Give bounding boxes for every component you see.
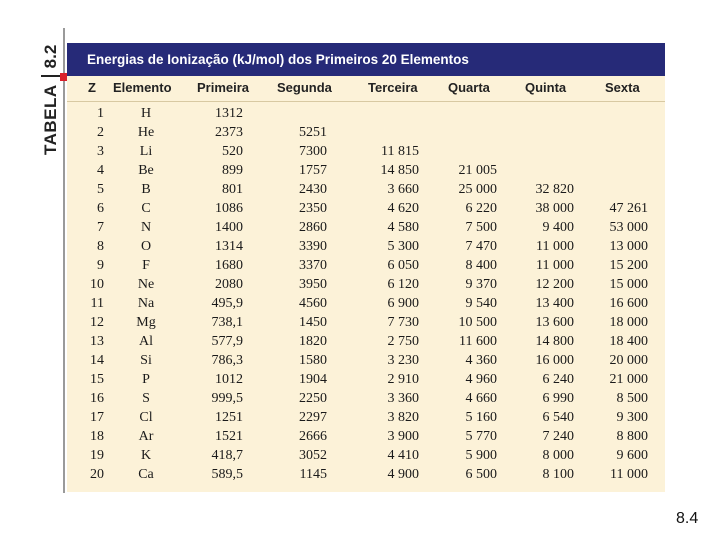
- element-symbol: B: [141, 182, 151, 197]
- header-element: Elemento: [113, 80, 172, 95]
- page-number: 8.4: [676, 510, 699, 527]
- ionization-third: 2 910: [387, 372, 419, 387]
- ionization-sixth: 13 000: [609, 239, 648, 254]
- ionization-sixth: 20 000: [609, 353, 648, 368]
- ionization-fourth: 6 220: [465, 201, 497, 216]
- table-side-label: [40, 40, 62, 155]
- table-row: [67, 142, 665, 161]
- table-title-bar: [67, 43, 665, 76]
- ionization-sixth: 9 300: [616, 410, 648, 425]
- ionization-first: 2373: [215, 125, 243, 140]
- table-row: [67, 389, 665, 408]
- ionization-sixth: 8 800: [616, 429, 648, 444]
- ionization-fourth: 8 400: [465, 258, 497, 273]
- ionization-fifth: 6 990: [542, 391, 574, 406]
- ionization-first: 1521: [215, 429, 243, 444]
- ionization-sixth: 53 000: [609, 220, 648, 235]
- ionization-fifth: [507, 161, 574, 180]
- element-z: 9: [97, 258, 104, 273]
- table-row: [67, 199, 665, 218]
- ionization-fifth: 11 000: [536, 239, 574, 254]
- ionization-second: 2350: [299, 201, 327, 216]
- element-z: 11: [90, 296, 104, 311]
- side-label-divider: [41, 75, 61, 77]
- ionization-second: 1820: [299, 334, 327, 349]
- element-symbol: F: [142, 258, 150, 273]
- ionization-fourth: 6 500: [465, 467, 497, 482]
- ionization-fourth: 9 540: [465, 296, 497, 311]
- table-row: [67, 237, 665, 256]
- ionization-fifth: 11 000: [536, 258, 574, 273]
- ionization-second: 1580: [299, 353, 327, 368]
- ionization-second: [267, 104, 327, 123]
- table-row: [67, 218, 665, 237]
- ionization-first: 899: [222, 163, 243, 178]
- header-third: Terceira: [368, 80, 418, 95]
- header-first: Primeira: [197, 80, 250, 95]
- element-z: 17: [90, 410, 104, 425]
- element-z: 5: [97, 182, 104, 197]
- ionization-first: 1086: [215, 201, 243, 216]
- ionization-sixth: 11 000: [610, 467, 648, 482]
- element-symbol: N: [140, 220, 152, 235]
- ionization-first: 786,3: [211, 353, 243, 368]
- ionization-second: 3052: [299, 448, 327, 463]
- element-symbol: Mg: [136, 315, 156, 330]
- ionization-fifth: 6 240: [542, 372, 574, 387]
- ionization-third: 3 820: [387, 410, 419, 425]
- ionization-first: 801: [222, 182, 243, 197]
- ionization-sixth: [587, 180, 648, 199]
- table-row: [67, 465, 665, 484]
- ionization-third: 3 230: [387, 353, 419, 368]
- ionization-fifth: 13 400: [535, 296, 574, 311]
- table-row: [67, 161, 665, 180]
- ionization-sixth: 18 400: [609, 334, 648, 349]
- ionization-fourth: 25 000: [458, 182, 497, 197]
- ionization-fourth: [427, 142, 497, 161]
- table-row: [67, 256, 665, 275]
- ionization-fourth: 4 660: [465, 391, 497, 406]
- ionization-fourth: [427, 104, 497, 123]
- ionization-second: 2297: [299, 410, 327, 425]
- ionization-fifth: 13 600: [535, 315, 574, 330]
- ionization-third: 14 850: [380, 163, 419, 178]
- ionization-third: 11 815: [381, 144, 419, 159]
- ionization-first: 1012: [215, 372, 243, 387]
- element-z: 7: [97, 220, 104, 235]
- element-z: 13: [90, 334, 104, 349]
- element-symbol: Ca: [138, 467, 154, 482]
- ionization-second: 5251: [299, 125, 327, 140]
- ionization-second: 3390: [299, 239, 327, 254]
- ionization-fifth: 8 000: [542, 448, 574, 463]
- ionization-third: 3 660: [387, 182, 419, 197]
- ionization-first: 999,5: [211, 391, 243, 406]
- ionization-third: 3 900: [387, 429, 419, 444]
- ionization-first: 1680: [215, 258, 243, 273]
- element-symbol: P: [142, 372, 150, 387]
- table-row: [67, 123, 665, 142]
- table-row: [67, 370, 665, 389]
- element-symbol: Ar: [138, 429, 154, 444]
- ionization-first: 520: [222, 144, 243, 159]
- element-z: 18: [90, 429, 104, 444]
- ionization-fourth: 7 470: [465, 239, 497, 254]
- ionization-fifth: 7 240: [542, 429, 574, 444]
- ionization-third: 4 620: [387, 201, 419, 216]
- element-z: 19: [90, 448, 104, 463]
- ionization-fifth: 6 540: [542, 410, 574, 425]
- ionization-sixth: 8 500: [616, 391, 648, 406]
- element-z: 15: [90, 372, 104, 387]
- ionization-fourth: 5 770: [465, 429, 497, 444]
- ionization-fifth: [507, 142, 574, 161]
- element-symbol: O: [140, 239, 152, 254]
- element-z: 2: [97, 125, 104, 140]
- element-z: 12: [90, 315, 104, 330]
- ionization-third: 5 300: [387, 239, 419, 254]
- element-symbol: H: [140, 106, 152, 121]
- ionization-sixth: 15 200: [609, 258, 648, 273]
- header-z: Z: [88, 80, 96, 95]
- ionization-fifth: 32 820: [535, 182, 574, 197]
- ionization-table: [67, 76, 665, 492]
- element-z: 8: [97, 239, 104, 254]
- ionization-sixth: 21 000: [609, 372, 648, 387]
- header-fifth: Quinta: [525, 80, 567, 95]
- ionization-fifth: [507, 104, 574, 123]
- table-number: 8.2: [41, 44, 60, 69]
- ionization-first: 1400: [215, 220, 243, 235]
- ionization-second: 3950: [299, 277, 327, 292]
- ionization-third: 4 580: [387, 220, 419, 235]
- ionization-fourth: 4 360: [465, 353, 497, 368]
- element-z: 16: [90, 391, 104, 406]
- ionization-third: 7 730: [387, 315, 419, 330]
- ionization-sixth: [587, 142, 648, 161]
- ionization-sixth: [587, 123, 648, 142]
- element-z: 20: [90, 467, 104, 482]
- ionization-fourth: 4 960: [465, 372, 497, 387]
- ionization-fourth: 9 370: [465, 277, 497, 292]
- ionization-first: 1251: [215, 410, 243, 425]
- ionization-third: 3 360: [387, 391, 419, 406]
- ionization-first: 738,1: [211, 315, 243, 330]
- table-row: [67, 351, 665, 370]
- ionization-sixth: [587, 161, 648, 180]
- vertical-rule: [63, 28, 65, 493]
- ionization-fifth: 14 800: [535, 334, 574, 349]
- ionization-second: 1904: [299, 372, 327, 387]
- table-row: [67, 180, 665, 199]
- element-z: 6: [97, 201, 104, 216]
- element-z: 14: [90, 353, 104, 368]
- element-symbol: S: [142, 391, 150, 406]
- ionization-second: 2860: [299, 220, 327, 235]
- ionization-sixth: 18 000: [609, 315, 648, 330]
- element-symbol: Be: [138, 163, 154, 178]
- element-z: 4: [97, 163, 104, 178]
- ionization-third: 4 900: [387, 467, 419, 482]
- ionization-first: 1314: [215, 239, 243, 254]
- ionization-second: 1145: [299, 467, 327, 482]
- ionization-third: 2 750: [387, 334, 419, 349]
- ionization-fifth: 16 000: [535, 353, 574, 368]
- ionization-fourth: 21 005: [458, 163, 497, 178]
- ionization-fifth: 9 400: [542, 220, 574, 235]
- ionization-first: 1312: [215, 106, 243, 121]
- ionization-third: 6 050: [387, 258, 419, 273]
- ionization-first: 589,5: [211, 467, 243, 482]
- element-symbol: Cl: [139, 410, 153, 425]
- ionization-fourth: 11 600: [459, 334, 497, 349]
- table-row: [67, 332, 665, 351]
- ionization-third: 6 120: [387, 277, 419, 292]
- table-row: [67, 446, 665, 465]
- ionization-second: 2430: [299, 182, 327, 197]
- header-sixth: Sexta: [605, 80, 640, 95]
- element-symbol: Li: [139, 144, 153, 159]
- table-row: [67, 427, 665, 446]
- element-symbol: He: [137, 125, 155, 140]
- ionization-fifth: 8 100: [542, 467, 574, 482]
- ionization-first: 577,9: [211, 334, 243, 349]
- ionization-second: 1450: [299, 315, 327, 330]
- element-symbol: Al: [139, 334, 153, 349]
- ionization-fourth: 5 160: [465, 410, 497, 425]
- ionization-second: 2250: [299, 391, 327, 406]
- table-header-row: [67, 76, 665, 102]
- ionization-sixth: [587, 104, 648, 123]
- table-row: [67, 313, 665, 332]
- table-title: Energias de Ionização (kJ/mol) dos Primeiros 20 Elementos: [87, 52, 469, 67]
- ionization-sixth: 16 600: [609, 296, 648, 311]
- ionization-sixth: 9 600: [616, 448, 648, 463]
- element-z: 1: [97, 106, 104, 121]
- ionization-second: 3370: [299, 258, 327, 273]
- ionization-second: 2666: [299, 429, 327, 444]
- ionization-fourth: [427, 123, 497, 142]
- ionization-third: 4 410: [387, 448, 419, 463]
- ionization-fifth: [507, 123, 574, 142]
- element-symbol: K: [140, 448, 152, 463]
- ionization-third: 6 900: [387, 296, 419, 311]
- ionization-sixth: 15 000: [609, 277, 648, 292]
- table-row: [67, 408, 665, 427]
- ionization-fourth: 7 500: [465, 220, 497, 235]
- ionization-first: 495,9: [211, 296, 243, 311]
- table-row: [67, 104, 665, 123]
- ionization-first: 418,7: [211, 448, 243, 463]
- ionization-third: [347, 123, 419, 142]
- element-z: 10: [90, 277, 104, 292]
- table-row: [67, 275, 665, 294]
- element-symbol: C: [141, 201, 151, 216]
- tabela-label: TABELA: [41, 84, 60, 155]
- ionization-fifth: 12 200: [535, 277, 574, 292]
- header-fourth: Quarta: [448, 80, 490, 95]
- ionization-fourth: 10 500: [458, 315, 497, 330]
- table-row: [67, 294, 665, 313]
- ionization-second: 4560: [299, 296, 327, 311]
- ionization-sixth: 47 261: [609, 201, 648, 216]
- ionization-second: 1757: [299, 163, 327, 178]
- ionization-fifth: 38 000: [535, 201, 574, 216]
- ionization-third: [347, 104, 419, 123]
- ionization-fourth: 5 900: [465, 448, 497, 463]
- element-symbol: Si: [140, 353, 152, 368]
- element-symbol: Ne: [137, 277, 155, 292]
- element-symbol: Na: [137, 296, 155, 311]
- header-second: Segunda: [277, 80, 332, 95]
- element-z: 3: [97, 144, 104, 159]
- ionization-second: 7300: [299, 144, 327, 159]
- ionization-first: 2080: [215, 277, 243, 292]
